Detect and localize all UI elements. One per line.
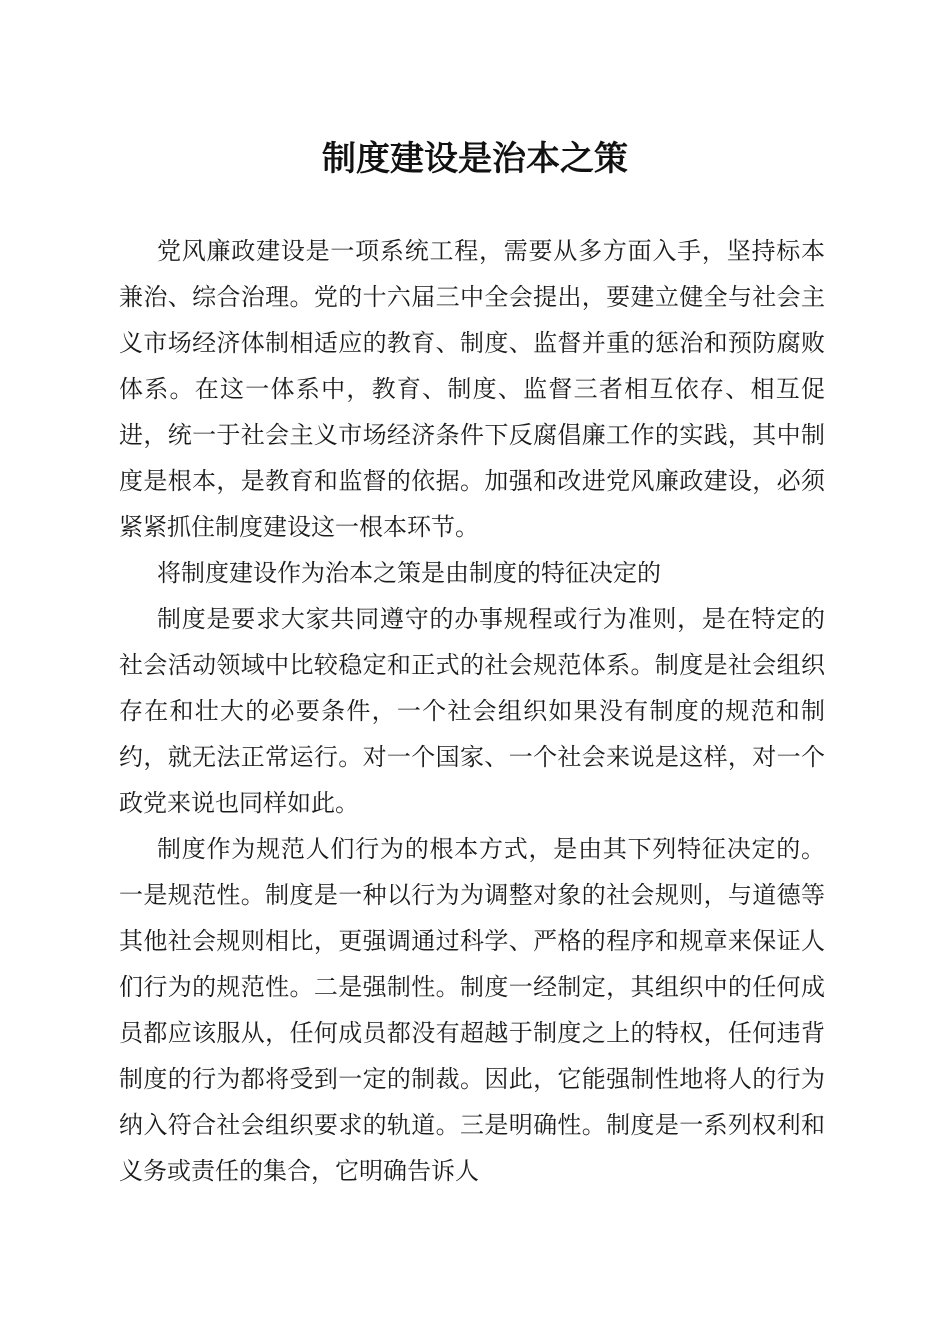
document-body bbox=[119, 228, 825, 1194]
document-title: 制度建设是治本之策 bbox=[322, 139, 628, 179]
paragraph-characteristics: 制度作为规范人们行为的根本方式，是由其下列特征决定的。一是规范性。制度是一种以行为为调整对象的社会规则，与道德等其他社会规则相比，更强调通过科学、严格的程序和规章来保证人们行为的规范性。二是强制性。制度一经制定，其组织中的任何成员都应该服从，任何成员都没有超越于制度之上的特权，任何违背制度的行为都将受到一定的制裁。因此，它能强制性地将人的行为纳入符合社会组织要求的轨道。三是明确性。制度是一系列权利和义务或责任的集合，它明确告诉人 bbox=[119, 835, 825, 1185]
paragraph-intro: 党风廉政建设是一项系统工程，需要从多方面入手，坚持标本兼治、综合治理。党的十六届三中全会提出，要建立健全与社会主义市场经济体制相适应的教育、制度、监督并重的惩治和预防腐败体系。在这一体系中，教育、制度、监督三者相互依存、相互促进，统一于社会主义市场经济条件下反腐倡廉工作的实践，其中制度是根本，是教育和监督的依据。加强和改进党风廉政建设，必须紧紧抓住制度建设这一根本环节。 bbox=[119, 237, 825, 541]
paragraph-definition: 制度是要求大家共同遵守的办事规程或行为准则，是在特定的社会活动领域中比较稳定和正式的社会规范体系。制度是社会组织存在和壮大的必要条件，一个社会组织如果没有制度的规范和制约，就无法正常运行。对一个国家、一个社会来说是这样，对一个政党来说也同样如此。 bbox=[119, 605, 825, 817]
section-heading: 将制度建设作为治本之策是由制度的特征决定的 bbox=[157, 559, 661, 587]
